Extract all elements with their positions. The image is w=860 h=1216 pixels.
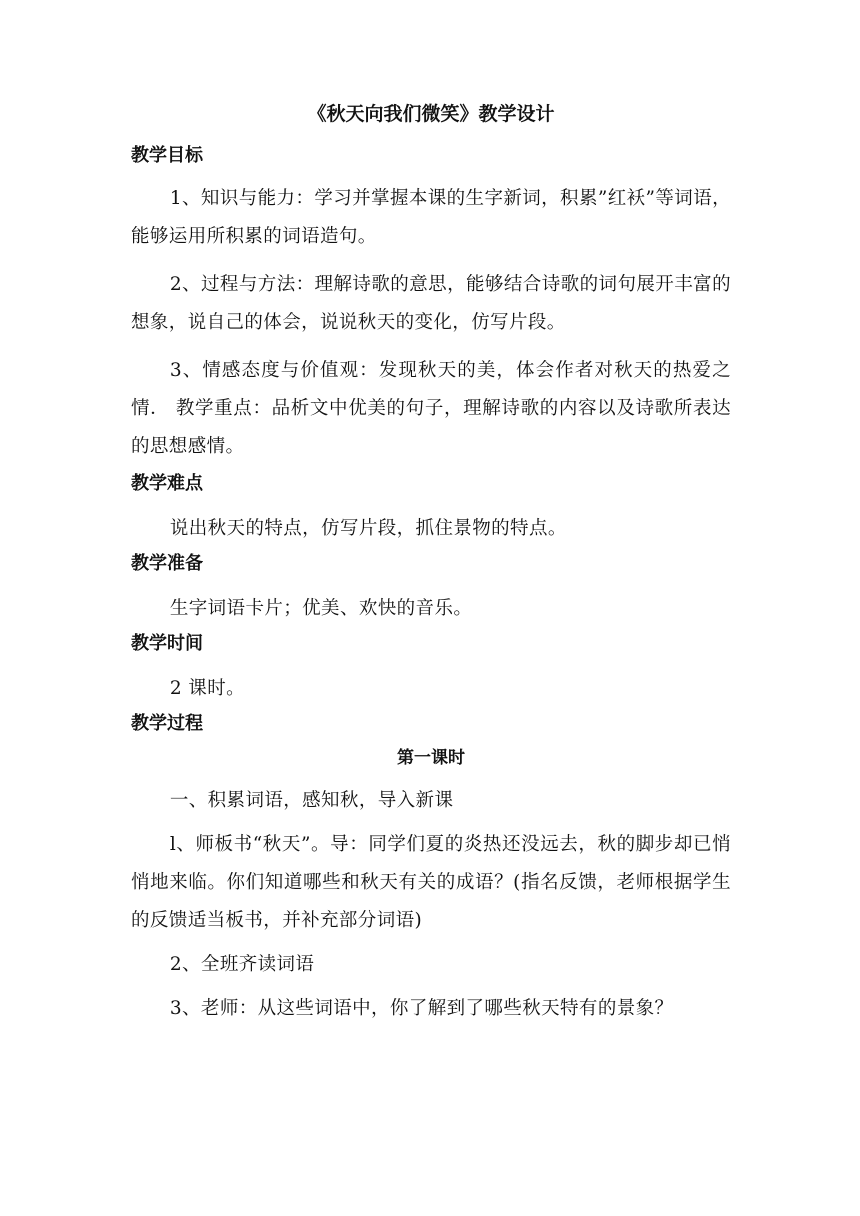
paragraph: 生字词语卡片；优美、欢快的音乐。 <box>169 598 473 619</box>
section-teaching-process <box>131 710 731 1028</box>
section-heading: 教学目标 <box>131 145 203 166</box>
section-heading: 教学过程 <box>131 713 203 734</box>
section-teaching-difficulty <box>131 470 731 548</box>
lesson-subtitle: 第一课时 <box>397 748 465 768</box>
paragraph: 2 课时。 <box>169 678 245 699</box>
document-page <box>131 100 731 1028</box>
paragraph: 3、情感态度与价值观：发现秋天的美，体会作者对秋天的热爱之情． 教学重点：品析文中优美的句子，理解诗歌的内容以及诗歌所表达的思想感情。 <box>131 360 731 457</box>
section-heading: 教学时间 <box>131 633 203 654</box>
section-heading: 教学难点 <box>131 473 203 494</box>
paragraph: 1、知识与能力：学习并掌握本课的生字新词，积累”红袄”等词语，能够运用所积累的词语造句。 <box>131 188 731 247</box>
paragraph: 说出秋天的特点，仿写片段，抓住景物的特点。 <box>169 518 567 539</box>
section-teaching-goals <box>131 142 731 466</box>
paragraph: 3、老师：从这些词语中，你了解到了哪些秋天特有的景象？ <box>169 998 674 1019</box>
paragraph: 一、积累词语，感知秋，导入新课 <box>169 790 454 811</box>
section-teaching-time <box>131 630 731 708</box>
paragraph: l、师板书“秋天”。导：同学们夏的炎热还没远去，秋的脚步却已悄悄地来临。你们知道哪些和秋天有关的成语？(指名反馈，老师根据学生的反馈适当板书，并补充部分词语) <box>131 834 731 931</box>
document-title: 《秋天向我们微笑》教学设计 <box>307 103 555 125</box>
section-heading: 教学准备 <box>131 553 203 574</box>
paragraph: 2、全班齐读词语 <box>169 954 315 975</box>
paragraph: 2、过程与方法：理解诗歌的意思，能够结合诗歌的词句展开丰富的想象，说自己的体会，说说秋天的变化，仿写片段。 <box>131 274 731 333</box>
section-teaching-preparation <box>131 550 731 628</box>
